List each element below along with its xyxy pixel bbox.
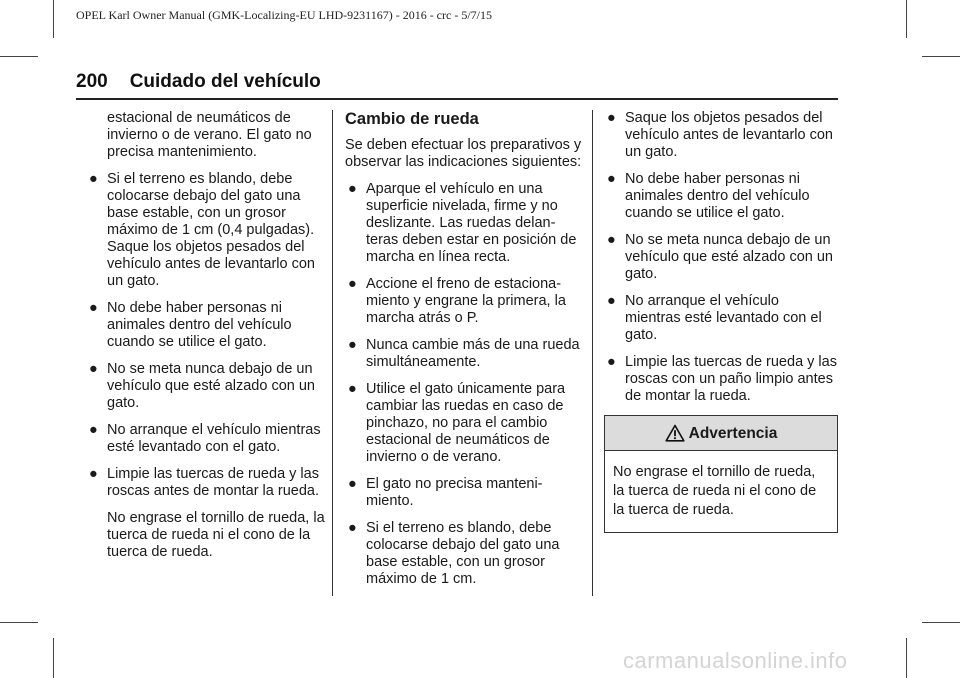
bullet-icon: ● bbox=[348, 476, 357, 492]
column-3 bbox=[604, 110, 838, 533]
note-text: No engrase el tornillo de rueda, la tuerca de rueda ni el cono de la tuerca de rueda. bbox=[107, 510, 325, 560]
bullet-icon: ● bbox=[89, 361, 98, 377]
crop-mark bbox=[922, 56, 960, 57]
header-rule bbox=[76, 98, 838, 100]
warning-body: No engrase el tornillo de rueda, la tuerca de rueda ni el cono de la tuerca de rueda. bbox=[613, 464, 817, 518]
column-2 bbox=[345, 110, 583, 598]
list-item: ● No se meta nunca debajo de un vehículo que esté alzado con un gato. bbox=[89, 361, 315, 411]
page-header bbox=[76, 71, 321, 93]
bullet-icon: ● bbox=[89, 422, 98, 438]
bullet-icon: ● bbox=[348, 181, 357, 197]
bullet-icon: ● bbox=[348, 337, 357, 353]
list-item: ● Saque los objetos pesados del vehículo antes de levantarlo con un gato. bbox=[607, 110, 833, 160]
list-item: ● Nunca cambie más de una rueda simultáneamente. bbox=[348, 337, 580, 370]
list-item: ● No arranque el vehículo mientras esté levantado con el gato. bbox=[89, 422, 321, 455]
list-item: ● Aparque el vehículo en una superficie nivelada, firme y no deslizante. Las ruedas delan-teras deben estar en posición de marcha en línea recta. bbox=[348, 181, 577, 265]
bullet-icon: ● bbox=[348, 381, 357, 397]
list-item: ● No debe haber personas ni animales dentro del vehículo cuando se utilice el gato. bbox=[607, 171, 810, 221]
bullet-icon: ● bbox=[89, 300, 98, 316]
list-item: ● No debe haber personas ni animales dentro del vehículo cuando se utilice el gato. bbox=[89, 300, 292, 350]
warning-header bbox=[605, 416, 837, 451]
bullet-list bbox=[86, 171, 326, 500]
list-item: ● Utilice el gato únicamente para cambiar las ruedas en caso de pinchazo, no para el cambio estacional de neumáticos de invierno o de verano. bbox=[348, 381, 566, 465]
bullet-list bbox=[345, 181, 583, 588]
page-number: 200 bbox=[76, 71, 108, 92]
list-item: ● Limpie las tuercas de rueda y las roscas con un paño limpio antes de montar la rueda. bbox=[607, 354, 837, 404]
list-item: ● No se meta nunca debajo de un vehículo que esté alzado con un gato. bbox=[607, 232, 833, 282]
crop-mark bbox=[922, 622, 960, 623]
bullet-icon: ● bbox=[348, 520, 357, 536]
crop-mark bbox=[0, 56, 38, 57]
warning-triangle-icon bbox=[665, 424, 685, 442]
bullet-icon: ● bbox=[89, 466, 98, 482]
list-item: ● Limpie las tuercas de rueda y las roscas antes de montar la rueda. bbox=[89, 466, 319, 499]
list-item: ● Si el terreno es blando, debe colocarse debajo del gato una base estable, con un grosor máximo de 1 cm. bbox=[348, 520, 560, 587]
watermark: carmanualsonline.info bbox=[623, 648, 848, 673]
column-divider bbox=[332, 110, 333, 596]
crop-mark bbox=[906, 0, 907, 38]
bullet-icon: ● bbox=[607, 110, 616, 126]
column-1 bbox=[86, 110, 326, 571]
bullet-icon: ● bbox=[348, 276, 357, 292]
warning-box bbox=[604, 415, 838, 533]
bullet-icon: ● bbox=[607, 293, 616, 309]
bullet-icon: ● bbox=[89, 171, 98, 187]
section-title: Cambio de rueda bbox=[345, 110, 479, 128]
page-title: Cuidado del vehículo bbox=[129, 71, 321, 92]
intro-text: Se deben efectuar los preparativos y observar las indicaciones siguientes: bbox=[345, 137, 582, 170]
list-item: ● Accione el freno de estaciona-miento y engrane la primera, la marcha atrás o P. bbox=[348, 276, 566, 326]
bullet-icon: ● bbox=[607, 171, 616, 187]
bullet-icon: ● bbox=[607, 232, 616, 248]
column-divider bbox=[592, 110, 593, 596]
list-item: ● No arranque el vehículo mientras esté levantado con el gato. bbox=[607, 293, 822, 343]
list-item: ● Si el terreno es blando, debe colocarse debajo del gato una base estable, con un grosor máximo de 1 cm (0,4 pulgadas). Saque los objetos pesados del vehículo antes de levantarlo con un gato. bbox=[89, 171, 315, 289]
bullet-icon: ● bbox=[607, 354, 616, 370]
warning-title: Advertencia bbox=[688, 425, 778, 442]
continuation-text: estacional de neumáticos de invierno o de verano. El gato no precisa mantenimiento. bbox=[107, 110, 312, 160]
crop-mark bbox=[53, 638, 54, 678]
bullet-list bbox=[604, 110, 838, 405]
crop-mark bbox=[53, 0, 54, 38]
document-info: OPEL Karl Owner Manual (GMK-Localizing-EU LHD-9231167) - 2016 - crc - 5/7/15 bbox=[76, 8, 492, 22]
list-item: ● El gato no precisa manteni-miento. bbox=[348, 476, 543, 509]
crop-mark bbox=[906, 638, 907, 678]
crop-mark bbox=[0, 622, 38, 623]
